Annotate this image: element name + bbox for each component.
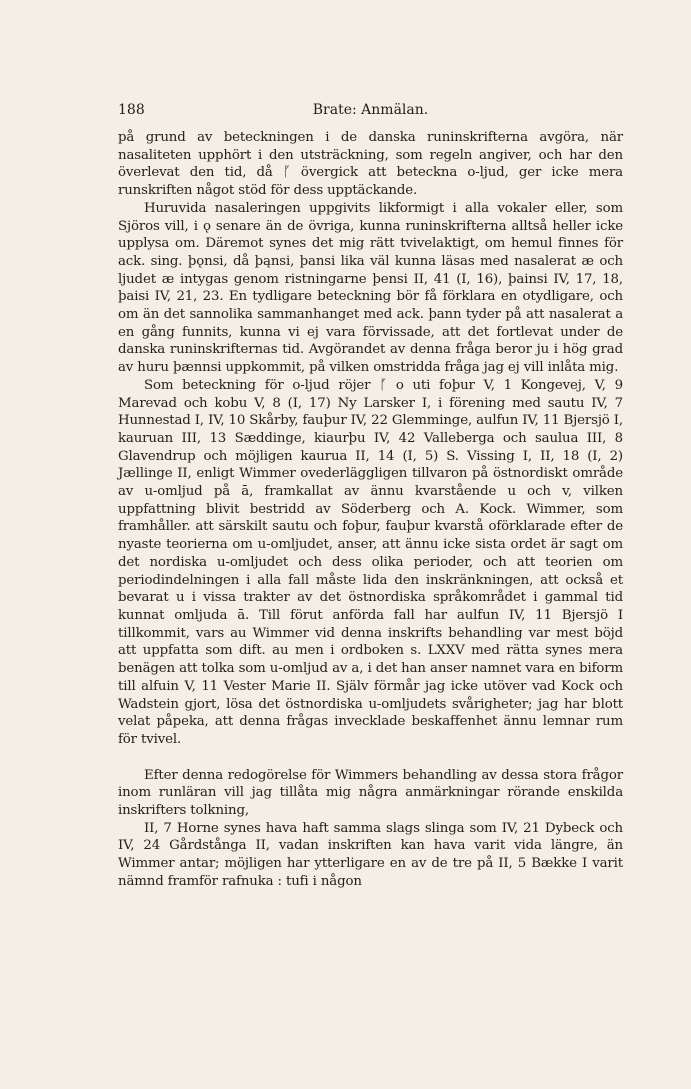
running-head: Brate: Anmälan. — [312, 102, 429, 118]
body-text — [118, 129, 623, 891]
page-header — [118, 102, 623, 122]
paragraph-horne: II, 7 Horne synes hava haft samma slags slinga som IV, 21 Dybeck och IV, 24 Gårdstånga II, vadan inskriften kan hava varit vida längre, än Wimmer antar; möjligen har ytterligare en av de tre på II, 5 Bække I varit nämnd framför rafnuka : tufi i någon — [118, 820, 623, 889]
paragraph-transition: Efter denna redogörelse för Wimmers behandling av dessa stora frågor inom runläran vill jag tillåta mig några anmärkningar rörande enskilda inskrifters tolkning, — [118, 767, 623, 819]
paragraph-o-sound: Som beteckning för o-ljud röjer ᚵ o uti foþur V, 1 Kongevej, V, 9 Marevad och kobu V, 8 (I, 17) Ny Larsker I, i förening med sautu IV, 7 Hunnestad I, IV, 10 Skårby, fauþur IV, 22 Glemminge, aulfun IV, 11 Bjersjö I, kauruan III, 13 Sæddinge, kiaurþu IV, 42 Valleberga och saulua III, 8 Glavendrup och möjligen kaurua II, 14 (I, 5) S. Vissing I, II, 18 (I, 2) Jællinge II, enligt Wimmer ovederläggligen tillvaron på östnordiskt område av u-omljud på ā, framkallat av ännu kvarstående u och v, vilken uppfattning blivit bestridd av Söderberg och A. Kock. Wimmer, som framhåller. att särskilt sautu och foþur, fauþur kvarstå oförklarade efter de nyaste teorierna om u-omljudet, anser, att ännu icke sista ordet är sagt om det nordiska u-omljudet och dess olika perioder, och att teorien om periodindelningen i alla fall måste lida den inskränkningen, att också et bevarat u i vissa trakter av det östnordiska språkområdet i gammal tid kunnat omljuda ā. Till förut anförda fall har aulfun IV, 11 Bjersjö I tillkommit, vars au Wimmer vid denna inskrifts behandling var mest böjd att uppfatta som dift. au men i ordboken s. LXXV med rätta synes mera benägen att tolka som u-omljud av a, i det han anser namnet vara en biform till alfuin V, 11 Vester Marie II. Själv förmår jag icke utöver vad Kock och Wadstein gjort, lösa det östnordiska u-omljudets svårigheter; jag har blott velat påpeka, att denna frågas invecklade beskaffenhet ännu lemnar rum för tvivel. — [118, 377, 623, 747]
page-number: 188 — [118, 102, 145, 118]
paragraph-continuation: på grund av beteckningen i de danska runinskrifterna avgöra, när nasaliteten upphört i den utsträckning, som regeln angiver, och har den överlevat den tid, då ᚵ övergick att beteckna o-ljud, ger icke mera runskriften något stöd för dess upptäckande. — [118, 130, 623, 199]
paragraph-nasalization: Huruvida nasaleringen uppgivits likformigt i alla vokaler eller, som Sjöros vill, i ǫ senare än de övriga, kunna runinskrifterna alltså heller icke upplysa om. Däremot synes det mig rätt tvivelaktigt, om hemul finnes för ack. sing. þǫnsi, då þąnsi, þansi lika väl kunna läsas med nasalerat æ och ljudet æ intygas genom ristningarne þensi II, 41 (I, 16), þainsi IV, 17, 18, þaisi IV, 21, 23. En tydligare beteckning bör få förklara en otydligare, och om än det sannolika sammanhanget med ack. þann tyder på att nasalerat a en gång funnits, kunna vi ej vara förvissade, att det fortlevat under de danska runinskrifternas tid. Avgörandet av denna fråga beror ju i hög grad av huru þænnsi uppkommit, på vilken omstridda fråga jag ej vill inlåta mig. — [118, 200, 623, 376]
